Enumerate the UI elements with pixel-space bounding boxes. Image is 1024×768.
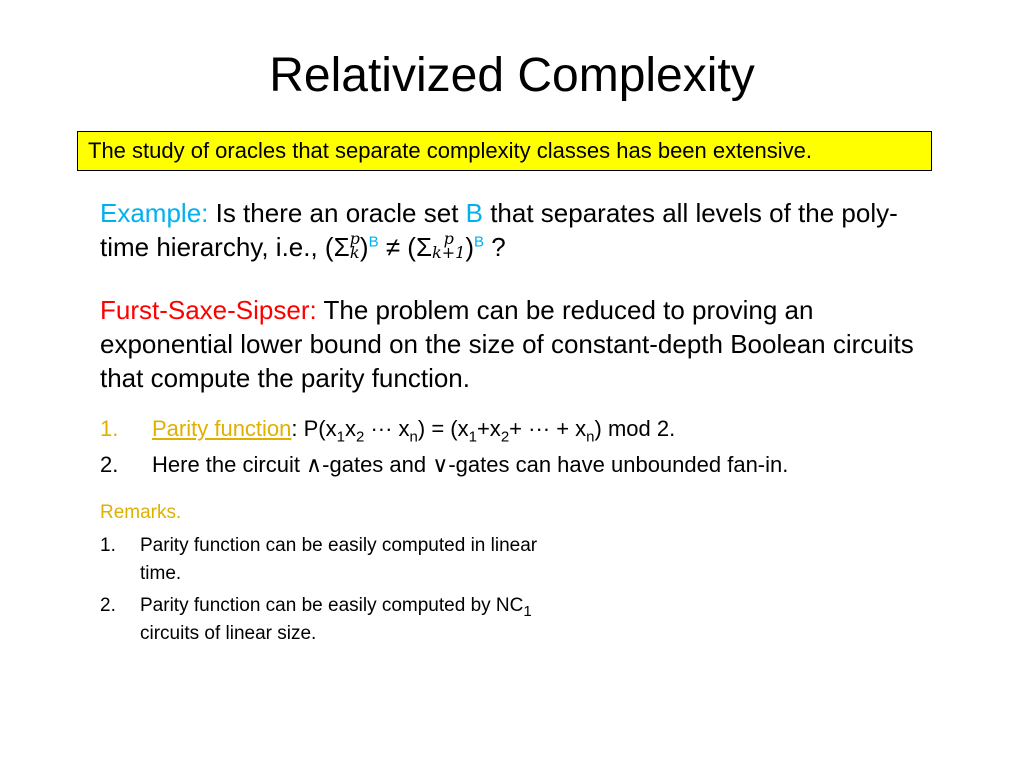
subscript: n (586, 428, 595, 446)
question-mark: ? (484, 232, 506, 262)
subscript: 2 (355, 428, 365, 446)
not-equal-text: ≠ (Σ (378, 232, 433, 262)
list-number: 1. (100, 416, 119, 441)
parity-text: ) mod 2. (594, 416, 676, 441)
sigma-k1-sup: p (443, 229, 454, 249)
nc-subscript: 1 (523, 602, 532, 620)
list-number: 2. (100, 452, 119, 477)
fss-paragraph (100, 293, 920, 395)
gates-text: Here the circuit ∧-gates and ∨-gates can have unbounded fan-in. (152, 452, 789, 477)
sigma-k-sub: k (349, 243, 360, 263)
example-text-1: Is there an oracle set (208, 198, 466, 228)
remark-number: 1. (100, 535, 116, 556)
remark-number: 2. (100, 595, 116, 616)
highlight-banner: The study of oracles that separate complexity classes has been extensive. (77, 131, 932, 171)
sigma-k1-sub: k+1 (432, 243, 466, 263)
slide-title: Relativized Complexity (269, 49, 755, 102)
remark-text: circuits of linear size. (140, 623, 317, 644)
remarks-list (100, 532, 560, 652)
oracle-superscript-1: B (368, 233, 379, 251)
fss-label: Furst-Saxe-Sipser: (100, 295, 317, 325)
list-item (100, 411, 940, 447)
parity-text: x (344, 416, 356, 441)
example-label: Example: (100, 198, 209, 228)
parity-text: : P(x (291, 416, 337, 441)
sigma-k1-indices (432, 229, 466, 263)
subscript: 1 (336, 428, 345, 446)
oracle-superscript-2: B (474, 233, 485, 251)
parity-text: ) = (x (417, 416, 469, 441)
remark-text: Parity function can be easily computed in linear time. (140, 535, 538, 584)
example-paragraph (100, 196, 920, 264)
parity-text: + ··· + x (509, 416, 587, 441)
remark-item (100, 532, 560, 588)
subscript: n (409, 428, 418, 446)
fss-text: The problem can be reduced to proving an exponential lower bound on the size of constant-depth Boolean circuits that compute the parity function. (100, 295, 914, 393)
parity-function-link[interactable]: Parity function (152, 416, 292, 441)
list-item (100, 447, 940, 483)
oracle-set-b: B (465, 198, 483, 228)
remark-item (100, 592, 560, 648)
parity-text: ··· x (364, 416, 410, 441)
remark-text: Parity function can be easily computed by NC (140, 595, 524, 616)
sigma-k-sup: p (349, 229, 360, 249)
remarks-title: Remarks. (100, 502, 182, 523)
numbered-list (100, 411, 940, 483)
parity-text: +x (476, 416, 501, 441)
subscript: 2 (500, 428, 510, 446)
close-paren-2: ) (465, 232, 474, 262)
subscript: 1 (468, 428, 477, 446)
sigma-k-indices (349, 229, 360, 263)
example-text-2: that separates all levels of the poly-time hierarchy, i.e., (Σ (100, 198, 898, 262)
close-paren-1: ) (359, 232, 369, 262)
